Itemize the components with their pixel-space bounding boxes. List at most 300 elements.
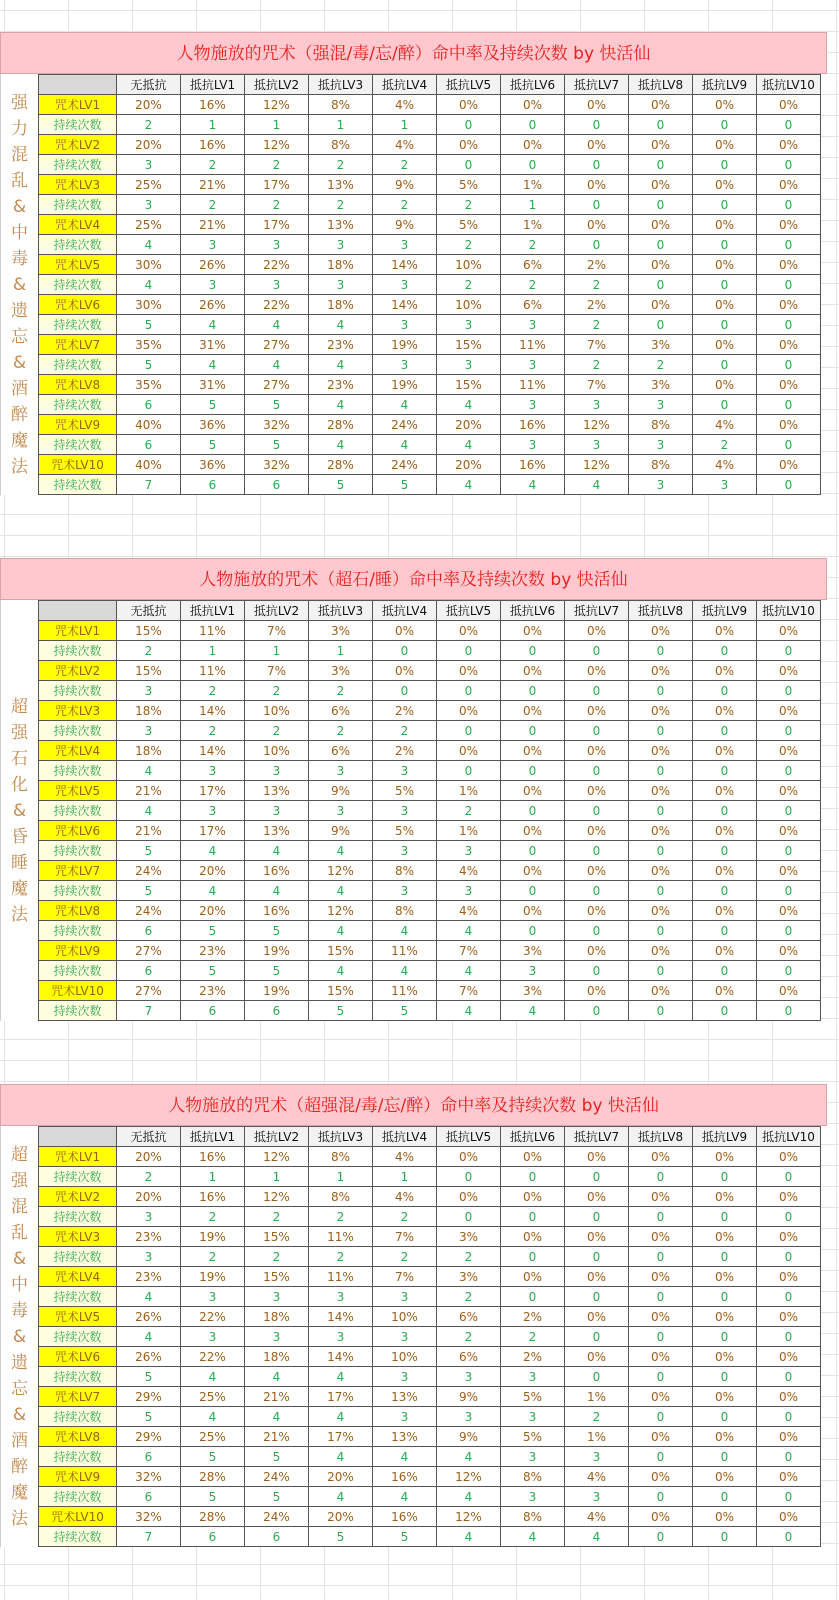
hit-rate-cell: 4%	[373, 1187, 437, 1207]
hit-rate-cell: 0%	[565, 135, 629, 155]
duration-cell: 0	[693, 1001, 757, 1021]
duration-cell: 0	[693, 1407, 757, 1427]
hit-rate-cell: 4%	[693, 455, 757, 475]
hit-rate-cell: 8%	[501, 1507, 565, 1527]
duration-cell: 1	[373, 115, 437, 135]
duration-cell: 3	[309, 1287, 373, 1307]
hit-rate-cell: 5%	[437, 215, 501, 235]
duration-cell: 4	[245, 881, 309, 901]
duration-cell: 4	[437, 435, 501, 455]
duration-cell: 0	[565, 1367, 629, 1387]
side-label-char: &	[12, 274, 27, 295]
duration-cell: 5	[117, 1367, 181, 1387]
table-row	[39, 135, 821, 155]
table-row	[39, 475, 821, 495]
column-header: 无抵抗	[117, 1127, 181, 1147]
column-header: 抵抗LV6	[501, 75, 565, 95]
spell-level-label: 咒术LV6	[39, 821, 117, 841]
table-row	[39, 701, 821, 721]
hit-rate-cell: 13%	[245, 781, 309, 801]
duration-cell: 3	[565, 1487, 629, 1507]
duration-label: 持续次数	[39, 1327, 117, 1347]
hit-rate-cell: 0%	[501, 901, 565, 921]
column-header: 无抵抗	[117, 75, 181, 95]
table-row	[39, 255, 821, 275]
duration-cell: 2	[117, 641, 181, 661]
duration-cell: 7	[117, 1001, 181, 1021]
hit-rate-cell: 22%	[181, 1307, 245, 1327]
hit-rate-cell: 6%	[437, 1307, 501, 1327]
column-header: 抵抗LV4	[373, 1127, 437, 1147]
duration-cell: 5	[373, 475, 437, 495]
duration-cell: 3	[501, 1487, 565, 1507]
duration-cell: 3	[245, 1327, 309, 1347]
hit-rate-cell: 0%	[693, 215, 757, 235]
side-label-char: 法	[11, 904, 28, 925]
duration-cell: 0	[693, 721, 757, 741]
hit-rate-cell: 10%	[437, 295, 501, 315]
duration-cell: 0	[501, 1167, 565, 1187]
side-label-char: &	[12, 1404, 27, 1425]
duration-cell: 4	[437, 395, 501, 415]
hit-rate-cell: 1%	[437, 781, 501, 801]
duration-cell: 5	[117, 1407, 181, 1427]
duration-cell: 6	[117, 395, 181, 415]
hit-rate-cell: 18%	[245, 1347, 309, 1367]
table-row	[39, 641, 821, 661]
hit-rate-cell: 19%	[245, 981, 309, 1001]
duration-cell: 4	[373, 921, 437, 941]
duration-cell: 4	[117, 761, 181, 781]
hit-rate-cell: 0%	[629, 661, 693, 681]
hit-rate-cell: 3%	[501, 981, 565, 1001]
hit-rate-cell: 14%	[181, 741, 245, 761]
duration-cell: 5	[245, 1447, 309, 1467]
hit-rate-cell: 20%	[117, 95, 181, 115]
duration-cell: 0	[629, 1407, 693, 1427]
column-header: 抵抗LV7	[565, 75, 629, 95]
hit-rate-cell: 0%	[501, 135, 565, 155]
hit-rate-cell: 15%	[117, 621, 181, 641]
hit-rate-cell: 16%	[373, 1507, 437, 1527]
table-row	[39, 315, 821, 335]
table-row	[39, 235, 821, 255]
hit-rate-cell: 9%	[373, 175, 437, 195]
duration-cell: 4	[309, 1447, 373, 1467]
hit-rate-cell: 0%	[565, 981, 629, 1001]
hit-rate-cell: 20%	[117, 1187, 181, 1207]
hit-rate-cell: 0%	[693, 175, 757, 195]
hit-rate-cell: 20%	[117, 135, 181, 155]
hit-rate-cell: 4%	[565, 1507, 629, 1527]
duration-cell: 0	[757, 881, 821, 901]
hit-rate-cell: 21%	[117, 821, 181, 841]
hit-rate-cell: 0%	[757, 1187, 821, 1207]
duration-cell: 5	[245, 395, 309, 415]
hit-rate-cell: 21%	[181, 175, 245, 195]
duration-cell: 0	[629, 195, 693, 215]
spell-level-label: 咒术LV7	[39, 335, 117, 355]
duration-cell: 3	[565, 1447, 629, 1467]
duration-cell: 2	[565, 1407, 629, 1427]
hit-rate-cell: 32%	[117, 1467, 181, 1487]
duration-cell: 0	[629, 1527, 693, 1547]
hit-rate-cell: 0%	[757, 1387, 821, 1407]
duration-cell: 1	[245, 115, 309, 135]
duration-cell: 3	[501, 1367, 565, 1387]
section-strong-confusion	[0, 32, 827, 495]
hit-rate-cell: 0%	[757, 1267, 821, 1287]
hit-rate-cell: 11%	[181, 621, 245, 641]
hit-rate-cell: 20%	[309, 1467, 373, 1487]
duration-cell: 3	[501, 395, 565, 415]
duration-cell: 6	[117, 961, 181, 981]
duration-cell: 3	[501, 435, 565, 455]
duration-cell: 0	[693, 275, 757, 295]
duration-cell: 0	[437, 761, 501, 781]
hit-rate-cell: 0%	[757, 415, 821, 435]
duration-cell: 2	[181, 195, 245, 215]
duration-cell: 0	[693, 761, 757, 781]
duration-cell: 4	[437, 1527, 501, 1547]
hit-rate-cell: 0%	[501, 661, 565, 681]
duration-label: 持续次数	[39, 235, 117, 255]
table-row	[39, 1227, 821, 1247]
duration-cell: 2	[629, 355, 693, 375]
hit-rate-cell: 28%	[181, 1467, 245, 1487]
duration-cell: 3	[437, 355, 501, 375]
section-title: 人物施放的咒术（超石/睡）命中率及持续次数 by 快活仙	[0, 558, 827, 600]
hit-rate-cell: 11%	[373, 941, 437, 961]
hit-rate-cell: 15%	[309, 981, 373, 1001]
hit-rate-cell: 32%	[117, 1507, 181, 1527]
spell-level-label: 咒术LV4	[39, 741, 117, 761]
hit-rate-cell: 5%	[437, 175, 501, 195]
hit-rate-cell: 28%	[309, 415, 373, 435]
duration-label: 持续次数	[39, 275, 117, 295]
hit-rate-cell: 0%	[693, 1267, 757, 1287]
duration-cell: 0	[629, 155, 693, 175]
duration-cell: 4	[245, 841, 309, 861]
side-label-char: 法	[11, 456, 28, 477]
table-row	[39, 1487, 821, 1507]
hit-rate-cell: 0%	[757, 981, 821, 1001]
hit-rate-cell: 11%	[309, 1267, 373, 1287]
hit-rate-cell: 0%	[629, 941, 693, 961]
duration-cell: 0	[629, 1287, 693, 1307]
hit-rate-cell: 7%	[373, 1267, 437, 1287]
duration-cell: 0	[693, 235, 757, 255]
duration-cell: 4	[437, 475, 501, 495]
duration-cell: 5	[181, 1447, 245, 1467]
hit-rate-cell: 8%	[309, 135, 373, 155]
duration-cell: 4	[309, 315, 373, 335]
hit-rate-cell: 8%	[373, 901, 437, 921]
spell-level-label: 咒术LV4	[39, 1267, 117, 1287]
hit-rate-cell: 26%	[117, 1307, 181, 1327]
hit-rate-cell: 30%	[117, 255, 181, 275]
hit-rate-cell: 2%	[373, 741, 437, 761]
hit-rate-cell: 0%	[629, 901, 693, 921]
hit-rate-cell: 0%	[693, 295, 757, 315]
hit-rate-cell: 18%	[245, 1307, 309, 1327]
hit-rate-cell: 8%	[373, 861, 437, 881]
duration-cell: 0	[501, 721, 565, 741]
column-header: 抵抗LV9	[693, 75, 757, 95]
data-table	[38, 600, 821, 1021]
hit-rate-cell: 16%	[245, 901, 309, 921]
hit-rate-cell: 0%	[501, 1267, 565, 1287]
duration-cell: 4	[501, 1001, 565, 1021]
hit-rate-cell: 0%	[693, 1387, 757, 1407]
spell-level-label: 咒术LV1	[39, 1147, 117, 1167]
hit-rate-cell: 12%	[437, 1467, 501, 1487]
hit-rate-cell: 11%	[501, 375, 565, 395]
hit-rate-cell: 0%	[629, 1427, 693, 1447]
duration-cell: 0	[629, 1247, 693, 1267]
hit-rate-cell: 0%	[501, 1187, 565, 1207]
hit-rate-cell: 23%	[181, 941, 245, 961]
hit-rate-cell: 15%	[117, 661, 181, 681]
duration-cell: 0	[757, 195, 821, 215]
table-row	[39, 155, 821, 175]
duration-cell: 4	[117, 235, 181, 255]
table-row	[39, 761, 821, 781]
table-row	[39, 1407, 821, 1427]
hit-rate-cell: 30%	[117, 295, 181, 315]
side-label-char: 毒	[11, 248, 28, 269]
duration-cell: 1	[501, 195, 565, 215]
duration-cell: 6	[181, 475, 245, 495]
duration-label: 持续次数	[39, 1527, 117, 1547]
hit-rate-cell: 0%	[629, 701, 693, 721]
duration-cell: 0	[565, 235, 629, 255]
duration-cell: 4	[181, 881, 245, 901]
duration-cell: 0	[693, 1167, 757, 1187]
hit-rate-cell: 23%	[181, 981, 245, 1001]
hit-rate-cell: 0%	[693, 901, 757, 921]
column-header: 抵抗LV2	[245, 1127, 309, 1147]
section-grid	[0, 74, 827, 495]
column-header: 抵抗LV9	[693, 1127, 757, 1147]
duration-cell: 6	[245, 475, 309, 495]
table-row	[39, 175, 821, 195]
hit-rate-cell: 13%	[245, 821, 309, 841]
hit-rate-cell: 0%	[757, 741, 821, 761]
hit-rate-cell: 0%	[757, 821, 821, 841]
duration-cell: 0	[565, 1167, 629, 1187]
side-label-char: &	[12, 800, 27, 821]
hit-rate-cell: 26%	[117, 1347, 181, 1367]
hit-rate-cell: 12%	[309, 861, 373, 881]
hit-rate-cell: 23%	[117, 1227, 181, 1247]
table-row	[39, 115, 821, 135]
duration-label: 持续次数	[39, 155, 117, 175]
hit-rate-cell: 14%	[373, 255, 437, 275]
duration-cell: 0	[501, 761, 565, 781]
duration-label: 持续次数	[39, 1487, 117, 1507]
hit-rate-cell: 13%	[373, 1427, 437, 1447]
duration-cell: 0	[693, 1247, 757, 1267]
duration-cell: 5	[245, 1487, 309, 1507]
hit-rate-cell: 4%	[373, 1147, 437, 1167]
side-label-char: 魔	[11, 1482, 28, 1503]
hit-rate-cell: 18%	[117, 741, 181, 761]
duration-cell: 0	[757, 1247, 821, 1267]
duration-cell: 3	[309, 801, 373, 821]
table-row	[39, 781, 821, 801]
side-label-char: 乱	[11, 1222, 28, 1243]
hit-rate-cell: 36%	[181, 455, 245, 475]
hit-rate-cell: 0%	[693, 1467, 757, 1487]
hit-rate-cell: 0%	[437, 1147, 501, 1167]
duration-cell: 0	[373, 681, 437, 701]
hit-rate-cell: 21%	[245, 1427, 309, 1447]
table-row	[39, 961, 821, 981]
duration-cell: 3	[373, 801, 437, 821]
duration-cell: 2	[245, 1207, 309, 1227]
duration-cell: 4	[565, 475, 629, 495]
duration-cell: 0	[437, 681, 501, 701]
duration-cell: 3	[373, 275, 437, 295]
duration-cell: 0	[629, 235, 693, 255]
column-header: 抵抗LV8	[629, 1127, 693, 1147]
duration-cell: 2	[117, 1167, 181, 1187]
hit-rate-cell: 7%	[245, 621, 309, 641]
duration-cell: 3	[117, 195, 181, 215]
duration-cell: 2	[309, 155, 373, 175]
hit-rate-cell: 8%	[309, 95, 373, 115]
hit-rate-cell: 0%	[565, 701, 629, 721]
hit-rate-cell: 20%	[437, 455, 501, 475]
duration-cell: 2	[117, 115, 181, 135]
side-label-char: 强	[11, 92, 28, 113]
hit-rate-cell: 0%	[565, 215, 629, 235]
duration-cell: 0	[693, 1527, 757, 1547]
column-header: 抵抗LV6	[501, 601, 565, 621]
duration-cell: 3	[181, 801, 245, 821]
hit-rate-cell: 15%	[437, 375, 501, 395]
duration-cell: 0	[757, 801, 821, 821]
duration-cell: 0	[693, 395, 757, 415]
duration-cell: 0	[757, 1167, 821, 1187]
hit-rate-cell: 0%	[629, 95, 693, 115]
hit-rate-cell: 13%	[309, 175, 373, 195]
duration-cell: 0	[629, 115, 693, 135]
duration-cell: 4	[373, 1487, 437, 1507]
hit-rate-cell: 5%	[373, 821, 437, 841]
duration-cell: 0	[757, 841, 821, 861]
column-header: 抵抗LV7	[565, 1127, 629, 1147]
hit-rate-cell: 12%	[245, 1187, 309, 1207]
hit-rate-cell: 5%	[501, 1387, 565, 1407]
hit-rate-cell: 16%	[181, 1187, 245, 1207]
spell-level-label: 咒术LV2	[39, 1187, 117, 1207]
table-row	[39, 1427, 821, 1447]
table-row	[39, 821, 821, 841]
duration-cell: 7	[117, 1527, 181, 1547]
duration-cell: 2	[309, 195, 373, 215]
hit-rate-cell: 15%	[437, 335, 501, 355]
hit-rate-cell: 0%	[757, 295, 821, 315]
duration-cell: 3	[245, 761, 309, 781]
hit-rate-cell: 0%	[565, 861, 629, 881]
spell-level-label: 咒术LV5	[39, 255, 117, 275]
side-label-char: 超	[11, 696, 28, 717]
duration-cell: 0	[629, 881, 693, 901]
section-petrify-sleep	[0, 558, 827, 1021]
spell-level-label: 咒术LV7	[39, 861, 117, 881]
side-label-char: 混	[11, 144, 28, 165]
hit-rate-cell: 10%	[373, 1347, 437, 1367]
hit-rate-cell: 0%	[629, 255, 693, 275]
hit-rate-cell: 14%	[373, 295, 437, 315]
duration-cell: 5	[181, 961, 245, 981]
header-row	[39, 1127, 821, 1147]
column-header: 抵抗LV1	[181, 1127, 245, 1147]
duration-cell: 4	[437, 921, 501, 941]
side-label-char: &	[12, 1326, 27, 1347]
hit-rate-cell: 20%	[117, 1147, 181, 1167]
duration-cell: 2	[373, 195, 437, 215]
column-header: 抵抗LV1	[181, 601, 245, 621]
data-table	[38, 74, 821, 495]
hit-rate-cell: 0%	[693, 255, 757, 275]
hit-rate-cell: 0%	[693, 1347, 757, 1367]
hit-rate-cell: 24%	[373, 415, 437, 435]
spell-level-label: 咒术LV1	[39, 621, 117, 641]
hit-rate-cell: 3%	[437, 1227, 501, 1247]
duration-cell: 2	[309, 681, 373, 701]
hit-rate-cell: 6%	[501, 295, 565, 315]
duration-cell: 2	[437, 235, 501, 255]
duration-cell: 6	[117, 435, 181, 455]
side-label-char: 法	[11, 1508, 28, 1529]
hit-rate-cell: 0%	[757, 1507, 821, 1527]
duration-cell: 4	[501, 475, 565, 495]
hit-rate-cell: 31%	[181, 335, 245, 355]
spell-level-label: 咒术LV5	[39, 1307, 117, 1327]
hit-rate-cell: 31%	[181, 375, 245, 395]
duration-cell: 4	[501, 1527, 565, 1547]
duration-cell: 0	[757, 235, 821, 255]
duration-cell: 0	[629, 315, 693, 335]
hit-rate-cell: 18%	[309, 295, 373, 315]
duration-cell: 3	[245, 801, 309, 821]
hit-rate-cell: 14%	[309, 1347, 373, 1367]
duration-cell: 4	[309, 921, 373, 941]
duration-cell: 2	[245, 1247, 309, 1267]
hit-rate-cell: 0%	[757, 455, 821, 475]
hit-rate-cell: 0%	[629, 1147, 693, 1167]
hit-rate-cell: 6%	[501, 255, 565, 275]
hit-rate-cell: 9%	[309, 781, 373, 801]
duration-label: 持续次数	[39, 841, 117, 861]
hit-rate-cell: 24%	[117, 861, 181, 881]
hit-rate-cell: 12%	[309, 901, 373, 921]
duration-cell: 1	[181, 1167, 245, 1187]
side-label-char: 毒	[11, 1300, 28, 1321]
table-row	[39, 435, 821, 455]
hit-rate-cell: 22%	[245, 295, 309, 315]
hit-rate-cell: 28%	[309, 455, 373, 475]
duration-cell: 0	[757, 355, 821, 375]
side-label-char: 力	[11, 118, 28, 139]
hit-rate-cell: 35%	[117, 335, 181, 355]
duration-cell: 0	[565, 681, 629, 701]
table-row	[39, 1307, 821, 1327]
hit-rate-cell: 7%	[373, 1227, 437, 1247]
